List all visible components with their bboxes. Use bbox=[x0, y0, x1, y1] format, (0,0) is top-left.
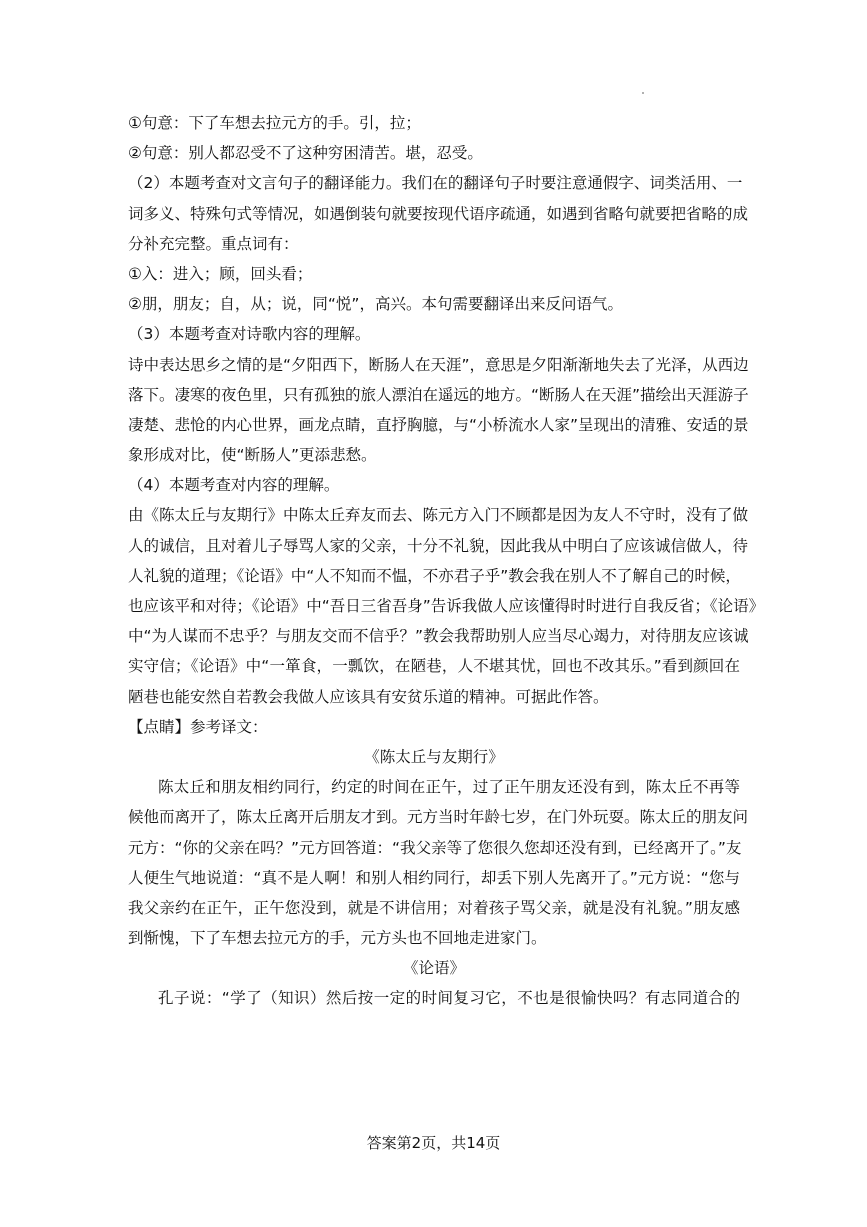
text-line: 人礼貌的道理；《论语》中“人不知而不愠，不亦君子乎”教会我在别人不了解自己的时候， bbox=[128, 566, 741, 585]
text-line: 到惭愧，下了车想去拉元方的手，元方头也不回地走进家门。 bbox=[128, 929, 547, 948]
text-line: 人便生气地说道：“真不是人啊！和别人相约同行，却丢下别人先离开了。”元方说：“您与 bbox=[128, 868, 740, 887]
text-line: 我父亲约在正午，正午您没到，就是不讲信用；对着孩子骂父亲，就是没有礼貌。”朋友感 bbox=[128, 898, 740, 917]
text-line: 分补充完整。重点词有： bbox=[128, 234, 299, 253]
text-line: ②句意：别人都忍受不了这种穷困清苦。堪，忍受。 bbox=[128, 144, 483, 163]
text-line: 候他而离开了，陈太丘离开后朋友才到。元方当时年龄七岁，在门外玩耍。陈太丘的朋友问 bbox=[128, 808, 749, 827]
answer-text-body bbox=[128, 108, 765, 1014]
speck bbox=[642, 92, 644, 94]
text-line: （2）本题考查对文言句子的翻译能力。我们在的翻译句子时要注意通假字、词类活用、一 bbox=[128, 174, 743, 193]
text-line: ①入：进入；顾，回头看； bbox=[128, 264, 313, 283]
text-line: （3）本题考查对诗歌内容的理解。 bbox=[128, 325, 371, 344]
text-line: 孔子说：“学了（知识）然后按一定的时间复习它，不也是很愉快吗？有志同道合的 bbox=[158, 989, 740, 1008]
text-line: 《论语》 bbox=[402, 959, 465, 978]
text-line: 实守信；《论语》中“一箪食，一瓢饮，在陋巷，人不堪其忧，回也不改其乐。”看到颜回在 bbox=[128, 657, 740, 676]
text-line: 【点睛】参考译文： bbox=[128, 717, 268, 736]
text-line: 元方：“你的父亲在吗？”元方回答道：“我父亲等了您很久您却还没有到，已经离开了。”友 bbox=[128, 838, 742, 857]
page-footer: 答案第2页，共14页 bbox=[366, 1134, 501, 1152]
text-line: 人的诚信，且对着儿子辱骂人家的父亲，十分不礼貌，因此我从中明白了应该诚信做人，待 bbox=[128, 536, 749, 555]
text-line: 诗中表达思乡之情的是“夕阳西下，断肠人在天涯”，意思是夕阳渐渐地失去了光泽，从西边 bbox=[128, 355, 749, 374]
text-line: ①句意：下了车想去拉元方的手。引，拉； bbox=[128, 114, 421, 132]
text-line: 陈太丘和朋友相约同行，约定的时间在正午，过了正午朋友还没有到，陈太丘不再等 bbox=[158, 778, 740, 797]
text-line: 陋巷也能安然自若教会我做人应该具有安贫乐道的精神。可据此作答。 bbox=[128, 687, 609, 706]
text-line: 词多义、特殊句式等情况，如遇倒装句就要按现代语序疏通，如遇到省略句就要把省略的成 bbox=[128, 204, 749, 223]
text-line: 也应该平和对待；《论语》中“吾日三省吾身”告诉我做人应该懂得时时进行自我反省；《论语》 bbox=[128, 597, 765, 615]
text-line: 由《陈太丘与友期行》中陈太丘弃友而去、陈元方入门不顾都是因为友人不守时，没有了做 bbox=[128, 506, 749, 525]
text-line: 落下。凄寒的夜色里，只有孤独的旅人漂泊在遥远的地方。“断肠人在天涯”描绘出天涯游子 bbox=[128, 385, 749, 404]
text-line: 中“为人谋而不忠乎？与朋友交而不信乎？”教会我帮助别人应当尽心竭力，对待朋友应该诚 bbox=[128, 627, 749, 646]
text-line: 象形成对比，使“断肠人”更添悲愁。 bbox=[128, 446, 377, 465]
text-line: 凄楚、悲怆的内心世界，画龙点睛，直抒胸臆，与“小桥流水人家”呈现出的清雅、安适的景 bbox=[128, 415, 749, 434]
text-line: ②朋，朋友；自，从；说，同“悦”，高兴。本句需要翻译出来反问语气。 bbox=[128, 295, 623, 314]
text-line: （4）本题考查对内容的理解。 bbox=[128, 476, 340, 495]
text-line: 《陈太丘与友期行》 bbox=[364, 747, 504, 766]
